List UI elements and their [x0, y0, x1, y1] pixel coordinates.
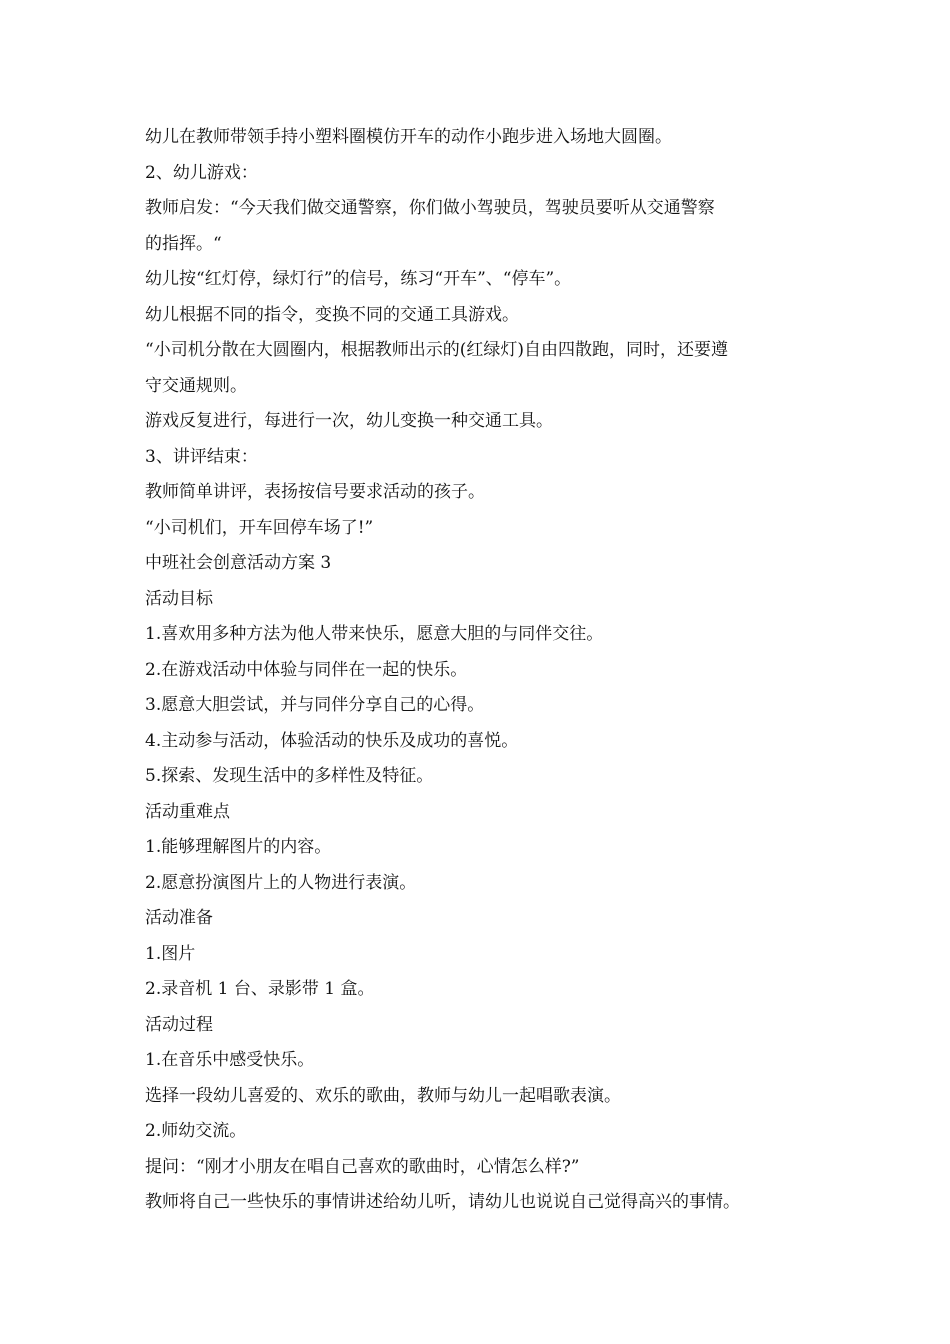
- body-line: 幼儿根据不同的指令，变换不同的交通工具游戏。: [145, 304, 519, 325]
- document-body: [145, 120, 815, 1221]
- section-heading: 活动准备: [145, 908, 213, 928]
- body-line: “小司机分散在大圆圈内，根据教师出示的(红绿灯)自由四散跑，同时，还要遵: [145, 340, 728, 360]
- body-line: 教师简单讲评，表扬按信号要求活动的孩子。: [145, 482, 485, 502]
- list-item: 2.录音机 1 台、录影带 1 盒。: [145, 979, 375, 999]
- list-item: 1.在音乐中感受快乐。: [145, 1050, 315, 1070]
- body-line: 选择一段幼儿喜爱的、欢乐的歌曲，教师与幼儿一起唱歌表演。: [145, 1085, 621, 1106]
- body-line: 幼儿在教师带领手持小塑料圈模仿开车的动作小跑步进入场地大圆圈。: [145, 127, 672, 147]
- section-heading: 3、讲评结束：: [145, 446, 258, 467]
- list-item: 1.喜欢用多种方法为他人带来快乐，愿意大胆的与同伴交往。: [145, 624, 604, 644]
- section-heading: 活动目标: [145, 588, 213, 609]
- list-item: 1.能够理解图片的内容。: [145, 837, 332, 857]
- section-heading: 2、幼儿游戏：: [145, 162, 258, 183]
- body-line: 幼儿按“红灯停，绿灯行”的信号，练习“开车”、“停车”。: [145, 269, 572, 289]
- list-item: 3.愿意大胆尝试，并与同伴分享自己的心得。: [145, 695, 485, 715]
- list-item: 2.师幼交流。: [145, 1121, 247, 1141]
- body-line: 守交通规则。: [145, 375, 247, 396]
- list-item: 4.主动参与活动，体验活动的快乐及成功的喜悦。: [145, 730, 519, 751]
- body-line: 提问：“刚才小朋友在唱自己喜欢的歌曲时，心情怎么样?”: [145, 1156, 580, 1177]
- list-item: 5.探索、发现生活中的多样性及特征。: [145, 766, 434, 786]
- body-line: “小司机们，开车回停车场了!”: [145, 517, 374, 538]
- body-line: 的指挥。“: [145, 233, 222, 254]
- list-item: 2.在游戏活动中体验与同伴在一起的快乐。: [145, 659, 468, 680]
- list-item: 1.图片: [145, 943, 196, 964]
- body-line: 游戏反复进行，每进行一次，幼儿变换一种交通工具。: [145, 411, 553, 431]
- section-heading: 活动过程: [145, 1014, 213, 1035]
- body-line: 教师将自己一些快乐的事情讲述给幼儿听，请幼儿也说说自己觉得高兴的事情。: [145, 1192, 740, 1212]
- section-heading: 活动重难点: [145, 801, 230, 822]
- list-item: 2.愿意扮演图片上的人物进行表演。: [145, 872, 417, 893]
- body-line: 教师启发：“今天我们做交通警察，你们做小驾驶员，驾驶员要听从交通警察: [145, 198, 715, 218]
- plan-title: 中班社会创意活动方案 3: [145, 553, 332, 573]
